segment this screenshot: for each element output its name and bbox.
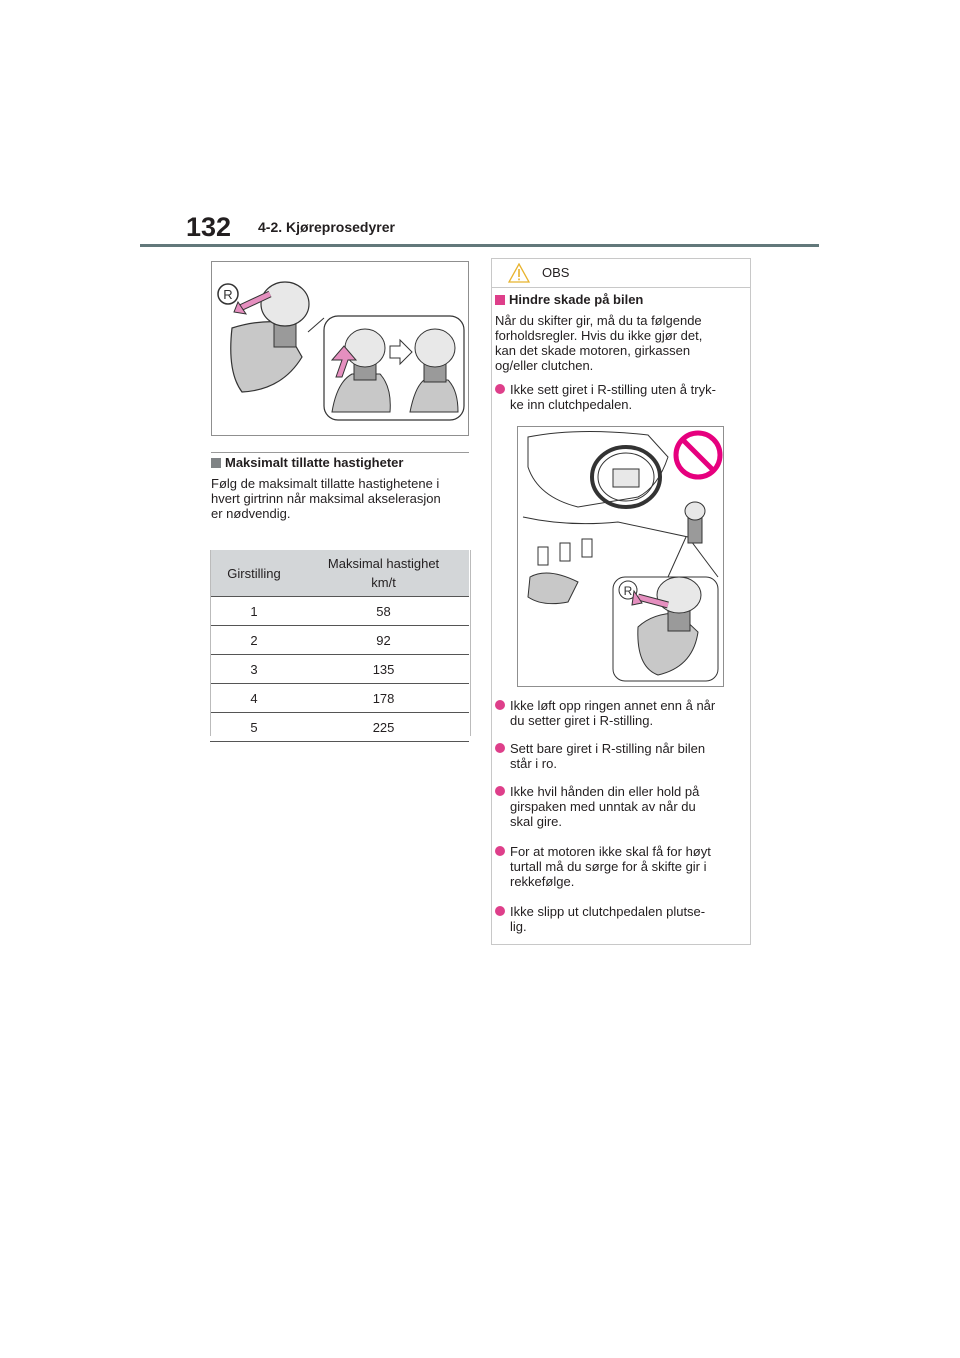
reverse-label: R	[223, 287, 233, 302]
table-row: 3 135	[210, 655, 469, 684]
list-item: Ikke hvil hånden din eller hold på girspaken med unntak av når du skal gire.	[495, 784, 699, 829]
bullet-dot-icon	[495, 786, 505, 796]
caution-intro: Når du skifter gir, må du ta følgende forholdsregler. Hvis du ikke gjør det, kan det skade motoren, girkassen og/eller clutchen.	[495, 313, 703, 373]
bullet-dot-icon	[495, 384, 505, 394]
table-header-gear: Girstilling	[210, 550, 298, 597]
bullet-dot-icon	[495, 846, 505, 856]
caution-title: OBS	[542, 265, 570, 280]
list-item: Ikke løft opp ringen annet enn å når du setter giret i R-stilling.	[495, 698, 715, 728]
shift-lever-illustration	[211, 261, 469, 436]
square-bullet-icon	[495, 295, 505, 305]
speed-paragraph: Følg de maksimalt tillatte hastighetene i hvert girtrinn når maksimal akselerasjon er nødvendig.	[211, 476, 441, 521]
table-header-speed: Maksimal hastighet km/t	[298, 550, 469, 597]
clutch-prohibited-illustration	[517, 426, 724, 687]
max-speed-table	[210, 550, 469, 742]
table-row: 2 92	[210, 626, 469, 655]
bullet-dot-icon	[495, 906, 505, 916]
list-item: Ikke sett giret i R-stilling uten å tryk- ke inn clutchpedalen.	[495, 382, 716, 412]
list-item: For at motoren ikke skal få for høyt turtall må du sørge for å skifte gir i rekkefølge.	[495, 844, 711, 889]
list-item: Ikke slipp ut clutchpedalen plutse- lig.	[495, 904, 705, 934]
header-divider	[140, 244, 819, 247]
section-divider	[211, 452, 469, 453]
caution-header	[492, 259, 750, 288]
square-bullet-icon	[211, 458, 221, 468]
warning-triangle-icon	[508, 263, 530, 283]
page-number: 132	[186, 212, 232, 242]
table-row: 1 58	[210, 597, 469, 626]
caution-subheading: Hindre skade på bilen	[495, 292, 643, 307]
section-title: 4-2. Kjøreprosedyrer	[258, 219, 395, 235]
bullet-dot-icon	[495, 700, 505, 710]
bullet-dot-icon	[495, 743, 505, 753]
reverse-label: R	[623, 584, 633, 598]
list-item: Sett bare giret i R-stilling når bilen står i ro.	[495, 741, 705, 771]
table-row: 4 178	[210, 684, 469, 713]
speed-subheading: Maksimalt tillatte hastigheter	[211, 455, 403, 470]
table-row: 5 225	[210, 713, 469, 742]
